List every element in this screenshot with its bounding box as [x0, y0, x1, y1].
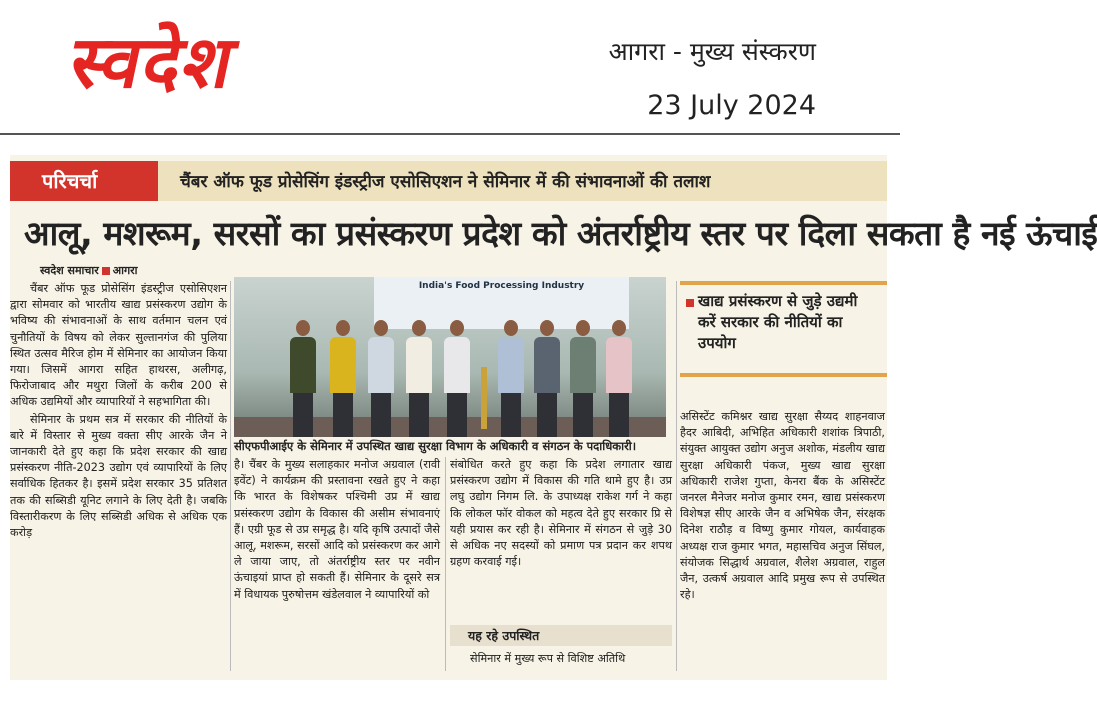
person-figure [290, 320, 316, 437]
column-divider [445, 457, 446, 671]
column-divider [676, 281, 677, 671]
square-bullet-icon [686, 299, 694, 307]
person-figure [368, 320, 394, 437]
paragraph: है। चैंबर के मुख्य सलाहकार मनोज अग्रवाल (रावी इवेंट) ने कार्यक्रम की प्रस्तावना रखते हुए ने कहा कि भारत के विशेषकर पश्चिमी उप्र में खाद्य प्रसंस्करण उद्योग के विकास की असीम संभावनाएं हैं। एग्री फूड से उप्र समृद्ध है। यदि कृषि उत्पादों जैसे आलू, मशरूम, सरसों आदि को प्रसंस्करण कर आगे ले जाया जाए, तो अंतर्राष्ट्रीय स्तर पर नवीन ऊंचाइयां प्राप्त हो सकती हैं। सेमिनार के दूसरे सत्र में विधायक पुरुषोत्तम खंडेलवाल ने व्यापारियों को [234, 458, 440, 601]
ceremonial-lamp [481, 367, 487, 429]
person-figure [406, 320, 432, 437]
photo-banner: India's Food Processing Industry [374, 277, 629, 329]
newspaper-logo: स्वदेश [63, 19, 245, 104]
highlight-box [680, 281, 887, 377]
person-figure [606, 320, 632, 437]
paragraph: सेमिनार में मुख्य रूप से विशिष्ट अतिथि [470, 652, 626, 665]
publication-date: 23 July 2024 [647, 90, 816, 121]
paragraph: असिस्टेंट कमिश्नर खाद्य सुरक्षा सैय्यद शाहनवाज हैदर आबिदी, अभिहित अधिकारी शशांक त्रिपाठी, संयुक्त आयुक्त उद्योग अनुज अशोक, मंडलीय खाद्य सुरक्षा अधिकारी पंकज, मुख्य खाद्य सुरक्षा अधिकारी राजेश गुप्ता, केनरा बैंक के असिस्टेंट जनरल मैनेजर मनोज कुमार रमन, खाद्य प्रसंस्करण विशेषज्ञ सीए आरके जैन व अभिषेक जैन, संरक्षक दिनेश राठौड़ व विष्णु कुमार गोयल, कार्यवाहक अध्यक्ष राज कुमार भगत, महासचिव अनुज सिंघल, संयोजक सिद्धार्थ अग्रवाल, शैलेश अग्रवाल, राहुल जैन, उत्कर्ष अग्रवाल आदि प्रमुख रूप से उपस्थित रहे। [680, 410, 885, 602]
masthead-divider [0, 133, 900, 135]
article-column-2 [234, 457, 440, 604]
byline [40, 263, 138, 278]
photo-caption: सीएफपीआईए के सेमिनार में उपस्थित खाद्य सुरक्षा विभाग के अधिकारी व संगठन के पदाधिकारी। [234, 439, 637, 453]
news-clipping [10, 155, 1097, 680]
kicker-band [10, 161, 887, 201]
byline-agency: स्वदेश समाचार [40, 264, 99, 277]
section-tag: परिचर्चा [10, 161, 158, 201]
square-bullet-icon [102, 267, 110, 275]
person-figure [444, 320, 470, 437]
paragraph: संबोधित करते हुए कहा कि प्रदेश लगातार खाद्य प्रसंस्करण उद्योग में विकास की गति थामे हुए है। उप्र लघु उद्योग निगम लि. के उपाध्यक्ष राकेश गर्ग ने कहा कि लोकल फॉर वोकल को महत्व देते हुए सरकार प्रि से यही प्रयास कर रही है। सेमिनार में संगठन से जुड़े 30 से अधिक नए सदस्यों को प्रमाण पत्र प्रदान कर शपथ ग्रहण करवाई गई। [450, 458, 672, 569]
article-column-4 [680, 409, 885, 604]
byline-city: आगरा [112, 264, 138, 277]
paragraph: सेमिनार के प्रथम सत्र में सरकार की नीतियों के बारे में विस्तार से मुख्य वक्ता सीए आरके जैन ने जानकारी देते हुए कहा कि प्रदेश सरकार की खाद्य प्रसंस्करण नीति-2023 उद्योग एवं व्यापारियों के लिए सर्वाधिक हितकर है। इसमें प्रदेश सरकार 35 प्रतिशत तक की सब्सिडी यूनिट लगाने के लिए देती है। जबकि विस्तारीकरण के लिए सब्सिडी अधिक से अधिक एक करोड़ [10, 412, 227, 540]
article-column-3 [450, 457, 672, 571]
kicker-text: चैंबर ऑफ फूड प्रोसेसिंग इंडस्ट्रीज एसोसिएशन ने सेमिनार में की संभावनाओं की तलाश [180, 172, 711, 192]
person-figure [498, 320, 524, 437]
masthead [0, 0, 900, 132]
article-column-1 [10, 281, 227, 542]
article-column-3-continued [450, 651, 672, 668]
person-figure [570, 320, 596, 437]
subhead: यह रहे उपस्थित [450, 625, 672, 646]
column-divider [230, 281, 231, 671]
news-photo [234, 277, 666, 437]
person-figure [534, 320, 560, 437]
edition-label: आगरा - मुख्य संस्करण [608, 37, 816, 66]
paragraph: चैंबर ऑफ फूड प्रोसेसिंग इंडस्ट्रीज एसोसिएशन द्वारा सोमवार को भारतीय खाद्य प्रसंस्करण उद्योग के भविष्य की संभावनाओं के साथ वर्तमान चलन एवं चुनौतियों के विषय को लेकर सुल्तानगंज की पुलिया स्थित उत्सव मैरिज होम में सेमिनार का आयोजन किया गया। जिसमें आगरा सहित हाथरस, अलीगढ़, फिरोजाबाद और मथुरा जिलों के करीब 200 से अधिक उद्यमियों और व्यापारियों ने सहभागिता की। [10, 282, 227, 409]
highlight-text: खाद्य प्रसंस्करण से जुड़े उद्यमी करें सरकार की नीतियों का उपयोग [698, 292, 858, 352]
person-figure [330, 320, 356, 437]
headline: आलू, मशरूम, सरसों का प्रसंस्करण प्रदेश को अंतर्राष्ट्रीय स्तर पर दिला सकता है नई ऊंचाई [24, 214, 1097, 253]
